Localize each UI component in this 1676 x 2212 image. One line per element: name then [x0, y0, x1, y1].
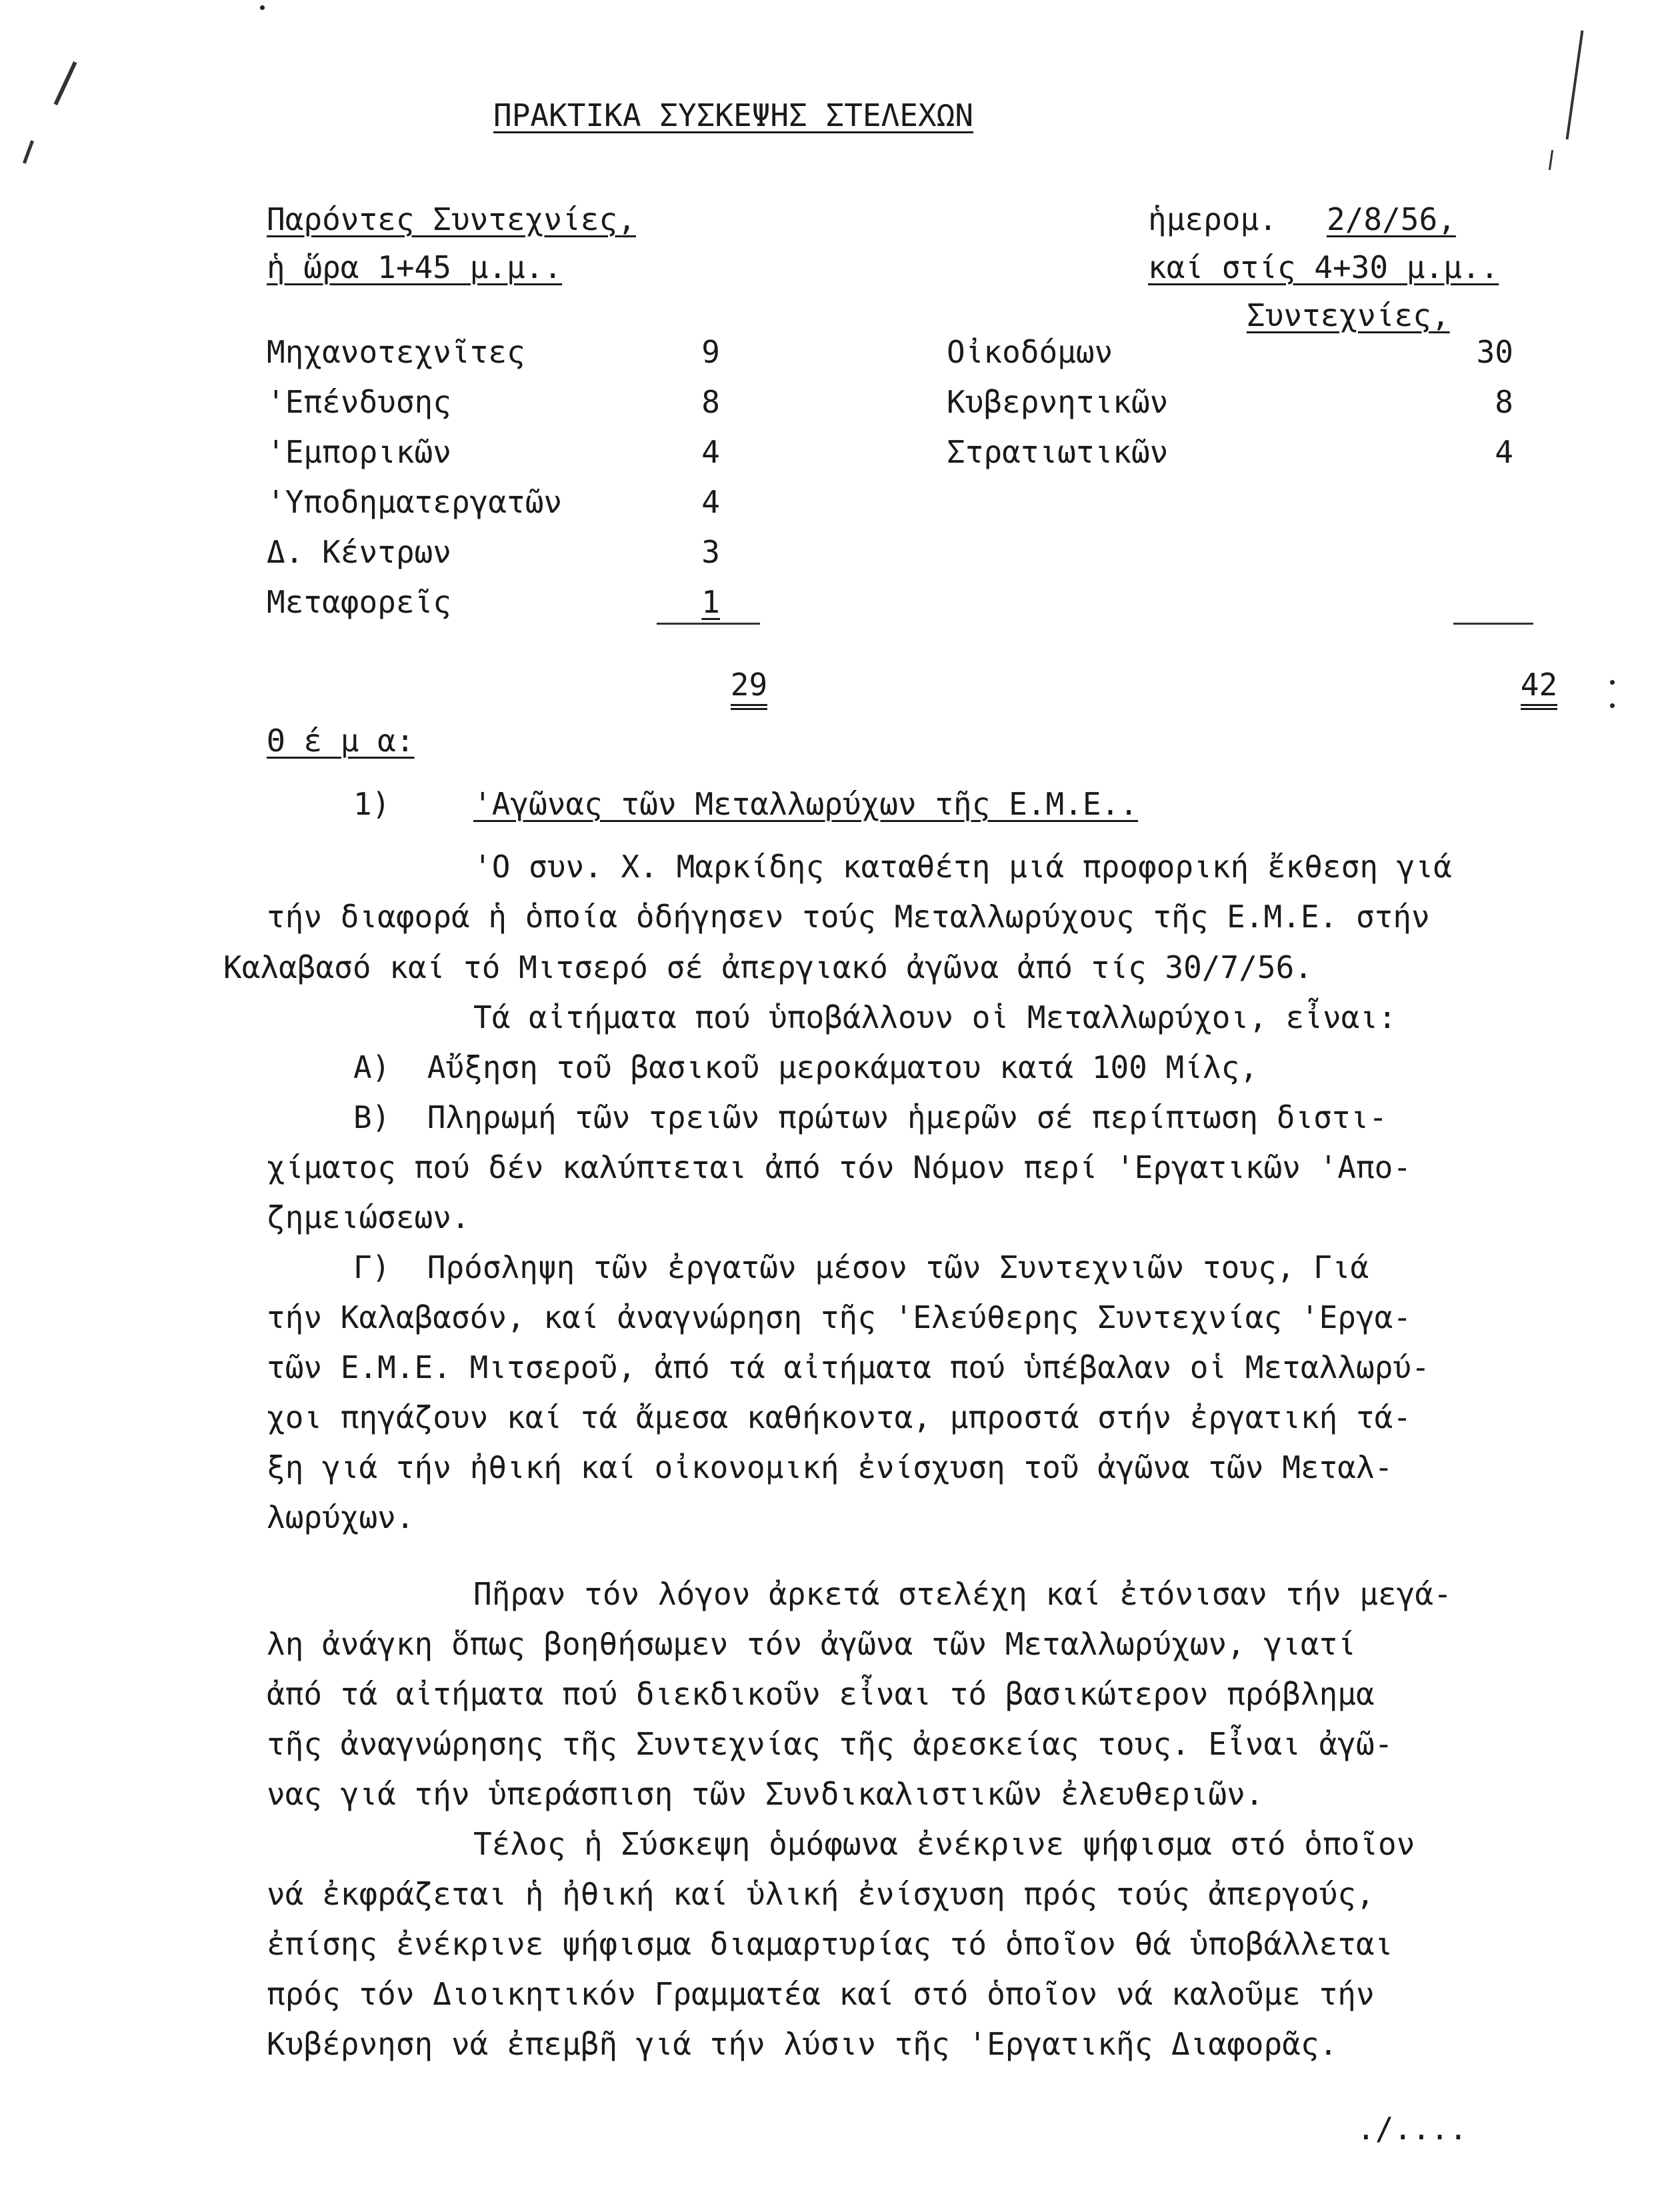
body-line: χίματος πού δέν καλύπτεται ἀπό τόν Νόμον περί 'Εργατικῶν 'Απο-: [267, 1149, 1412, 1185]
body-line: λωρύχων.: [267, 1499, 415, 1535]
union-name: Στρατιωτικῶν: [947, 434, 1169, 470]
union-count: 9: [701, 334, 720, 370]
body-line: τήν διαφορά ἡ ὁποία ὁδήγησεν τούς Μεταλλωρύχους τῆς Ε.Μ.Ε. στήν: [267, 899, 1430, 935]
body-line: τήν Καλαβασόν, καί ἀναγνώρηση τῆς 'Ελεύθερης Συντεχνίας 'Εργα-: [267, 1299, 1412, 1335]
body-line: ἀπό τά αἰτήματα πού διεκδικοῦν εἶναι τό βασικώτερον πρόβλημα: [267, 1676, 1375, 1712]
topic-label: Θ έ μ α:: [267, 723, 415, 759]
item-title: 'Αγῶνας τῶν Μεταλλωρύχων τῆς Ε.Μ.Ε..: [473, 786, 1138, 822]
union-name: Οἰκοδόμων: [947, 334, 1113, 370]
scan-artifact: [23, 140, 34, 164]
body-line: Πῆραν τόν λόγον ἀρκετά στελέχη καί ἐτόνισαν τήν μεγά-: [473, 1576, 1452, 1612]
body-line: 'Ο συν. Χ. Μαρκίδης καταθέτη μιά προφορική ἔκθεση γιά: [473, 849, 1452, 885]
date-value: 2/8/56,: [1327, 201, 1456, 237]
attendees-label: Παρόντες Συντεχνίες,: [267, 201, 636, 237]
sum-rule: [1453, 623, 1533, 625]
body-line: λη ἀνάγκη ὅπως βοηθήσωμεν τόν ἀγῶνα τῶν Μεταλλωρύχων, γιατί: [267, 1626, 1356, 1662]
scan-artifact: [1549, 150, 1553, 170]
unions-label-right: Συντεχνίες,: [1247, 297, 1450, 333]
union-count: 3: [701, 534, 720, 570]
scan-artifact: [53, 61, 77, 105]
union-count: 30: [1476, 334, 1513, 370]
union-count: 1: [701, 584, 720, 620]
union-name: 'Επένδυσης: [267, 384, 451, 420]
meeting-time-1: ἡ ὥρα 1+45 μ.μ..: [267, 249, 563, 285]
union-name: 'Υποδηματεργατῶν: [267, 484, 563, 520]
union-count: 4: [701, 484, 720, 520]
body-line: ζημειώσεων.: [267, 1199, 470, 1235]
body-line: νας γιά τήν ὑπεράσπιση τῶν Συνδικαλιστικῶν ἐλευθεριῶν.: [267, 1776, 1264, 1812]
body-line: χοι πηγάζουν καί τά ἄμεσα καθήκοντα, μπροστά στήν ἐργατική τά-: [267, 1399, 1412, 1435]
date-label: ἡμερομ.: [1148, 201, 1277, 237]
body-line: τῆς ἀναγνώρησης τῆς Συντεχνίας τῆς ἀρεσκείας τους. Εἶναι ἀγῶ-: [267, 1726, 1393, 1762]
page-title: ΠΡΑΚΤΙΚΑ ΣΥΣΚΕΨΗΣ ΣΤΕΛΕΧΩΝ: [493, 97, 974, 133]
union-count: 8: [1495, 384, 1513, 420]
right-total: 42: [1447, 639, 1540, 731]
scan-artifact: [260, 5, 265, 10]
union-count: 4: [1495, 434, 1513, 470]
left-total: 29: [657, 639, 760, 731]
body-line: πρός τόν Διοικητικόν Γραμματέα καί στό ὁποῖον νά καλοῦμε τήν: [267, 1976, 1375, 2012]
union-name: Κυβερνητικῶν: [947, 384, 1169, 420]
body-line: Κυβέρνηση νά ἐπεμβῆ γιά τήν λύσιν τῆς 'Εργατικῆς Διαφορᾶς.: [267, 2026, 1338, 2062]
body-line: ἐπίσης ἐνέκρινε ψήφισμα διαμαρτυρίας τό ὁποῖον θά ὑποβάλλεται: [267, 1926, 1393, 1962]
sum-rule: [657, 623, 760, 625]
body-line: Καλαβασό καί τό Μιτσερό σέ ἀπεργιακό ἀγῶνα ἀπό τίς 30/7/56.: [223, 949, 1313, 985]
body-line: Α) Αὔξηση τοῦ βασικοῦ μεροκάματου κατά 100 Μίλς,: [353, 1049, 1259, 1085]
item-number: 1): [353, 786, 391, 822]
scan-artifact: [1566, 31, 1584, 140]
scan-artifact: [1610, 703, 1615, 708]
body-line: ξη γιά τήν ἠθική καί οἰκονομική ἐνίσχυση τοῦ ἀγῶνα τῶν Μεταλ-: [267, 1449, 1393, 1485]
union-name: Μεταφορεῖς: [267, 584, 451, 620]
union-name: 'Εμπορικῶν: [267, 434, 451, 470]
body-line: Β) Πληρωμή τῶν τρειῶν πρώτων ἡμερῶν σέ περίπτωση διστι-: [353, 1099, 1387, 1135]
body-line: τῶν Ε.Μ.Ε. Μιτσεροῦ, ἀπό τά αἰτήματα πού ὑπέβαλαν οἱ Μεταλλωρύ-: [267, 1349, 1430, 1385]
union-name: Δ. Κέντρων: [267, 534, 451, 570]
scan-artifact: [1610, 680, 1615, 685]
meeting-time-2: καί στίς 4+30 μ.μ..: [1148, 249, 1499, 285]
body-line: Τέλος ἡ Σύσκεψη ὁμόφωνα ἐνέκρινε ψήφισμα στό ὁποῖον: [473, 1826, 1415, 1862]
body-line: Γ) Πρόσληψη τῶν ἐργατῶν μέσον τῶν Συντεχνιῶν τους, Γιά: [353, 1249, 1369, 1285]
union-count: 4: [701, 434, 720, 470]
continuation-mark: ./....: [1357, 2111, 1468, 2147]
union-name: Μηχανοτεχνῖτες: [267, 334, 525, 370]
union-count: 8: [701, 384, 720, 420]
body-line: Τά αἰτήματα πού ὑποβάλλουν οἱ Μεταλλωρύχοι, εἶναι:: [473, 999, 1397, 1035]
body-line: νά ἐκφράζεται ἡ ἠθική καί ὑλική ἐνίσχυση πρός τούς ἀπεργούς,: [267, 1876, 1375, 1912]
